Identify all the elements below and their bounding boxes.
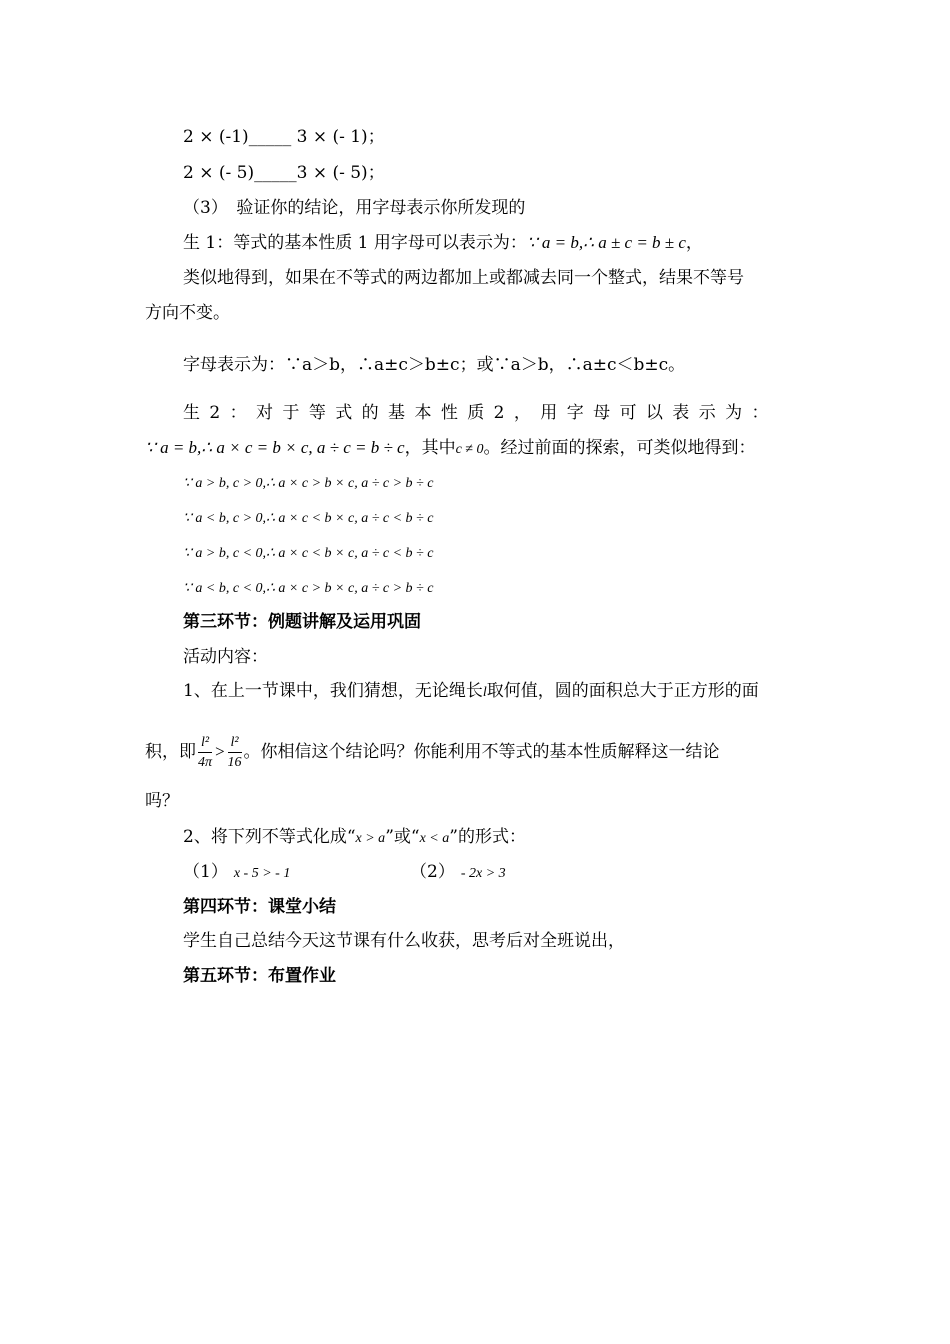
equality-property-2-line: [145, 437, 756, 461]
equality-property-1-formula: ∵ a = b,∴ a ± c = b ± c: [526, 233, 686, 252]
problem-1-text-b: 取何值，圆的面积总大于正方形的面: [486, 681, 759, 701]
analogy-paragraph-line-1: 类似地得到，如果在不等式的两边都加上或都减去同一个整式，结果不等号: [183, 268, 744, 288]
step-3-heading: （3） 验证你的结论，用字母表示你所发现的: [183, 198, 526, 218]
square-area-numerator: l²: [230, 735, 239, 750]
summary-text: 学生自己总结今天这节课有什么收获，思考后对全班说出，: [183, 931, 625, 951]
where-text: ，其中: [404, 438, 456, 458]
problem-2-text-b: ”或“: [385, 827, 420, 847]
exercise-1: [183, 861, 290, 885]
rope-length-symbol: l: [482, 685, 487, 700]
c-nonzero-condition: c ≠ 0: [455, 442, 484, 457]
exercise-1-label: （1）: [183, 862, 228, 882]
exploration-text: 。经过前面的探索，可类似地得到：: [483, 438, 756, 458]
problem-2-statement: [183, 826, 526, 850]
problem-1-line-1: [183, 680, 759, 704]
activity-label: 活动内容：: [183, 647, 268, 667]
inequality-letter-form: 字母表示为：∵a＞b，∴a±c＞b±c；或∵a＞b，∴a±c＜b±c。: [183, 355, 686, 375]
problem-1-text-a: 1、在上一节课中，我们猜想，无论绳长: [183, 681, 483, 701]
problem-2-text-c: ”的形式：: [449, 827, 526, 847]
inequality-formula-1: ∵ a > b, c > 0,∴ a × c > b × c, a ÷ c > b ÷ c: [183, 476, 434, 491]
inequality-formula-3: ∵ a > b, c < 0,∴ a × c < b × c, a ÷ c < b ÷ c: [183, 546, 434, 561]
section-3-heading: 第三环节：例题讲解及运用巩固: [183, 612, 421, 632]
student-1-statement: [183, 232, 703, 254]
form-x-less-a: x < a: [419, 831, 450, 846]
equality-property-2-formula: ∵ a = b,∴ a × c = b × c, a ÷ c = b ÷ c: [145, 438, 405, 457]
inequality-formula-4: ∵ a < b, c < 0,∴ a × c > b × c, a ÷ c > b ÷ c: [183, 581, 434, 596]
student-2-statement: 生 2 ： 对 于 等 式 的 基 本 性 质 2 ， 用 字 母 可 以 表 示 为 ：: [183, 403, 769, 423]
student-1-text: 生 1：等式的基本性质 1 用字母可以表示为：: [183, 233, 527, 253]
circle-area-fraction: [198, 734, 212, 771]
exercise-2-label: （2）: [410, 862, 455, 882]
exercise-2-inequality: - 2x > 3: [460, 866, 506, 881]
analogy-paragraph-line-2: 方向不变。: [145, 303, 230, 323]
section-5-heading: 第五环节：布置作业: [183, 966, 336, 986]
exercise-1-inequality: x - 5 > - 1: [233, 866, 291, 881]
punctuation: ，: [685, 233, 703, 253]
exercise-line-1: 2 × (-1)_____ 3 × (- 1)；: [183, 127, 385, 147]
circle-area-numerator: l²: [200, 735, 210, 750]
exercise-2: [410, 861, 506, 885]
problem-1-text-c: 积，即: [145, 742, 196, 762]
square-area-fraction: [228, 734, 242, 771]
circle-area-denominator: 4π: [198, 755, 213, 770]
problem-1-text-d: 。你相信这个结论吗？你能利用不等式的基本性质解释这一结论: [243, 742, 720, 762]
square-area-denominator: 16: [227, 755, 242, 770]
greater-than-sign: >: [214, 742, 226, 761]
problem-1-line-3: 吗？: [145, 791, 179, 811]
problem-2-text-a: 2、将下列不等式化成“: [183, 827, 356, 847]
form-x-greater-a: x > a: [355, 831, 386, 846]
section-4-heading: 第四环节：课堂小结: [183, 897, 336, 917]
inequality-formula-2: ∵ a < b, c > 0,∴ a × c < b × c, a ÷ c < b ÷ c: [183, 511, 434, 526]
exercise-line-2: 2 × (- 5)_____3 × (- 5)；: [183, 163, 385, 183]
problem-1-line-2: [145, 729, 720, 775]
